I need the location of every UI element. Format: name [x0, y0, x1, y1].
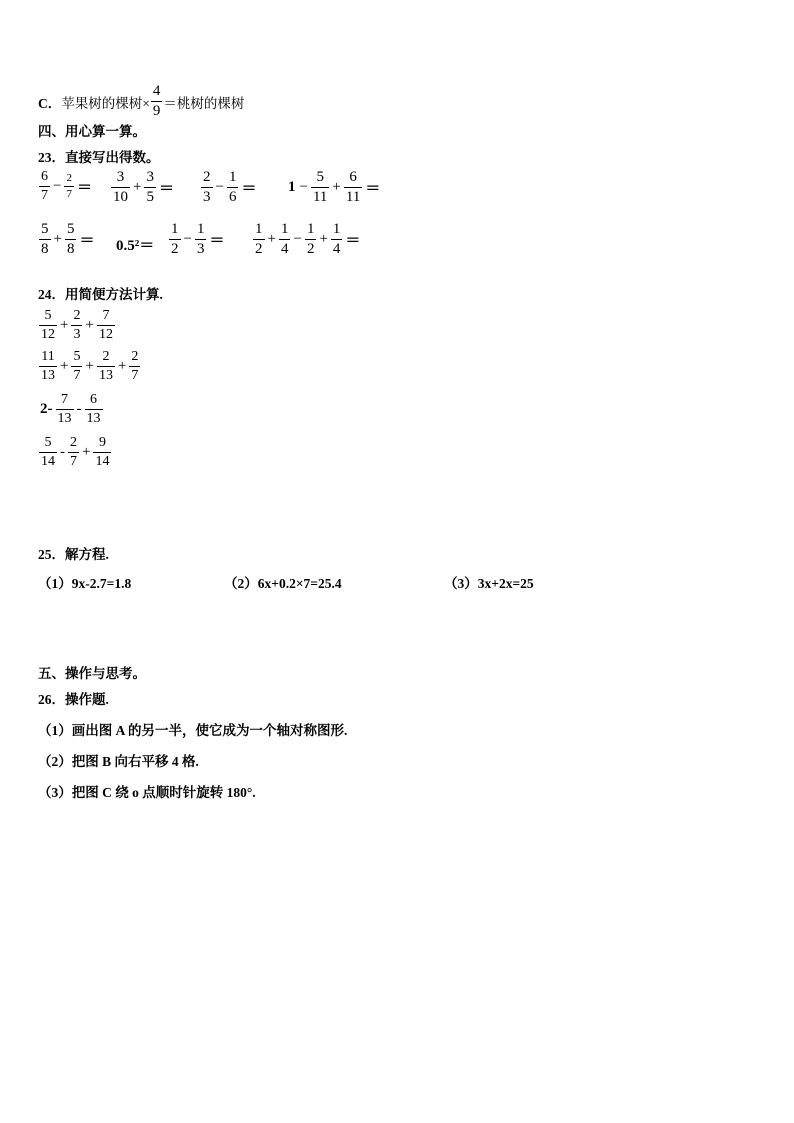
denominator: 7 [66, 188, 72, 200]
fraction [65, 222, 77, 257]
fraction [201, 170, 213, 205]
fraction [331, 222, 343, 257]
option-c-suffix: ＝桃树的棵树 [163, 95, 245, 111]
fraction [97, 309, 115, 342]
fraction [279, 222, 291, 257]
numerator: 2 [70, 435, 77, 450]
denominator: 13 [86, 411, 101, 426]
fraction [227, 170, 239, 205]
fraction [144, 170, 156, 205]
numerator: 1 [255, 221, 263, 237]
numerator: 2 [203, 169, 211, 185]
denominator: 2 [171, 241, 179, 257]
numerator: 3 [116, 169, 125, 185]
denominator: 7 [70, 454, 77, 469]
equals-sign: ＝ [241, 181, 257, 197]
numerator: 2 [131, 349, 139, 364]
fraction [111, 170, 130, 205]
denominator: 13 [41, 368, 55, 383]
operator: + [133, 179, 142, 195]
numerator: 1 [196, 221, 205, 237]
denominator: 2 [255, 241, 263, 257]
section-4-title: 四、用心算一算。 [38, 124, 146, 139]
denominator: 2 [306, 241, 315, 257]
denominator: 7 [41, 188, 48, 203]
numerator: 1 [228, 169, 237, 185]
numerator: 5 [73, 349, 81, 364]
denominator: 5 [146, 189, 154, 205]
denominator: 3 [196, 241, 205, 257]
fraction [68, 436, 79, 469]
numerator: 1 [332, 221, 341, 237]
numerator: 2 [66, 172, 72, 184]
math-expression [114, 234, 156, 255]
operator: + [332, 179, 341, 195]
numerator: 5 [66, 221, 75, 237]
math-expression [168, 222, 226, 257]
operator: + [85, 317, 94, 333]
equals-sign: ＝ [345, 233, 361, 249]
denominator: 10 [113, 189, 128, 205]
option-c-label: C． [38, 95, 62, 111]
math-expression [38, 222, 96, 257]
operator: − [215, 179, 224, 195]
numerator: 6 [349, 169, 357, 185]
expression-lead: 2- [40, 401, 53, 417]
denominator: 13 [98, 368, 113, 383]
fraction [305, 222, 317, 257]
q26-item-1: （1）画出图 A 的另一半，使它成为一个轴对称图形. [38, 723, 348, 738]
denominator: 14 [95, 454, 110, 469]
operator: + [60, 358, 69, 374]
denominator: 6 [228, 189, 237, 205]
numerator: 9 [98, 435, 106, 450]
fraction [56, 393, 74, 426]
numerator: 6 [90, 392, 97, 407]
fraction [169, 222, 181, 257]
fraction [311, 170, 329, 205]
q25-equation-1: （1）9x-2.7=1.8 [38, 576, 132, 591]
fraction [253, 222, 265, 257]
q25-equation-3: （3）3x+2x=25 [444, 576, 534, 591]
denominator: 12 [41, 327, 55, 342]
operator: - [60, 444, 65, 460]
fraction [71, 309, 82, 342]
q26-title: 26．操作题. [38, 692, 109, 707]
math-expression [110, 170, 176, 205]
math-expression [38, 350, 141, 383]
fraction [93, 436, 111, 469]
denominator: 14 [41, 454, 55, 469]
operator: − [293, 231, 302, 247]
operator: − [53, 178, 62, 194]
math-expression [38, 436, 112, 469]
q25-equation-2: （2）6x+0.2×7=25.4 [224, 576, 342, 591]
equals-sign: ＝ [365, 181, 381, 197]
operator: + [319, 231, 328, 247]
denominator: 8 [66, 241, 75, 257]
numerator: 1 [306, 221, 315, 237]
denominator: 3 [73, 327, 81, 342]
fraction [344, 170, 362, 205]
denominator: 11 [312, 189, 328, 205]
equals-sign: ＝ [76, 180, 92, 196]
fraction [39, 170, 50, 203]
q26-item-3: （3）把图 C 绕 o 点顺时针旋转 180°. [38, 785, 256, 800]
numerator: 5 [44, 435, 52, 450]
fraction [64, 173, 74, 200]
equals-sign: ＝ [209, 233, 225, 249]
section-5-title: 五、操作与思考。 [38, 666, 146, 681]
q26-item-2: （2）把图 B 向右平移 4 格. [38, 754, 199, 769]
expression-text: 0.5²＝ [116, 238, 155, 254]
math-expression [38, 393, 104, 426]
operator: - [76, 401, 82, 417]
numerator: 5 [44, 308, 52, 323]
operator: + [82, 444, 91, 460]
equals-sign: ＝ [79, 233, 95, 249]
numerator: 11 [41, 349, 55, 364]
option-c-fraction: $\frac{4}{9}$ [152, 83, 161, 119]
denominator: 13 [57, 411, 72, 426]
math-expression [252, 222, 362, 257]
fraction [71, 350, 82, 383]
q25-title: 25．解方程. [38, 547, 109, 562]
fraction [97, 350, 115, 383]
denominator: 3 [203, 189, 211, 205]
numerator: 5 [316, 169, 324, 185]
expression-lead: 1 [288, 179, 296, 195]
denominator: 7 [131, 368, 139, 383]
fraction [39, 222, 51, 257]
numerator: 5 [41, 221, 49, 237]
numerator: 7 [61, 392, 68, 407]
operator: − [183, 231, 192, 247]
denominator: 7 [73, 368, 81, 383]
numerator: 1 [171, 221, 179, 237]
numerator: 7 [102, 308, 110, 323]
fraction [85, 393, 103, 426]
operator: + [53, 231, 62, 247]
denominator: 8 [41, 241, 49, 257]
numerator: 2 [73, 308, 81, 323]
math-expression [200, 170, 258, 205]
q23-title: 23．直接写出得数。 [38, 150, 160, 165]
fraction [129, 350, 140, 383]
fraction [195, 222, 207, 257]
operator: + [85, 358, 94, 374]
option-c-prefix: 苹果树的棵树× [61, 95, 150, 111]
operator: + [117, 358, 127, 374]
numerator: 6 [41, 169, 48, 184]
numerator: 1 [280, 221, 289, 237]
q24-title: 24．用简便方法计算. [38, 287, 163, 302]
equals-sign: ＝ [158, 181, 174, 197]
math-expression [38, 309, 116, 342]
math-expression [286, 170, 382, 205]
fraction [39, 350, 57, 383]
math-expression [38, 170, 94, 203]
fraction [39, 309, 57, 342]
denominator: 11 [345, 189, 361, 205]
numerator: 3 [146, 169, 154, 185]
operator: + [267, 231, 276, 247]
option-c-line [38, 84, 244, 119]
numerator: 2 [102, 349, 110, 364]
denominator: 4 [332, 241, 341, 257]
denominator: 4 [280, 241, 289, 257]
denominator: 12 [98, 327, 113, 342]
fraction [39, 436, 57, 469]
operator: + [60, 317, 69, 333]
operator: − [299, 179, 308, 195]
